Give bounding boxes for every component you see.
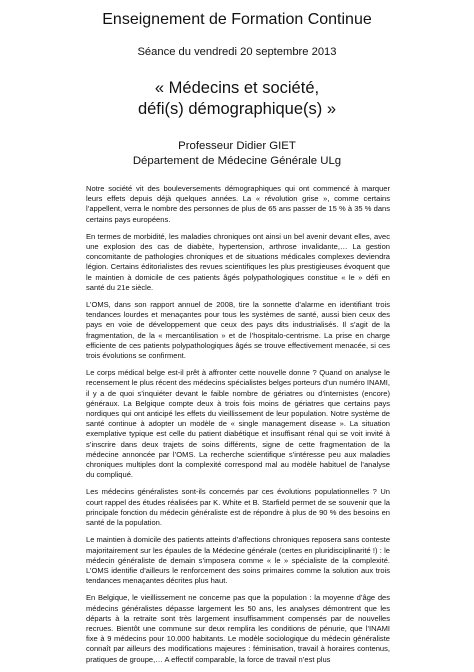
header-title: Enseignement de Formation Continue (102, 11, 372, 28)
paragraph: L’OMS, dans son rapport annuel de 2008, tire la sonnette d’alarme en identifiant trois tendances lourdes et menaçantes pour tous les systèmes de santé, aussi bien ceux des pays en voie de développement que ceux des pays dits industrialisés. Il s’agit de la fragmentation, de la « mercantilisation » et de l’hospitalo-centrisme. La prise en charge efficiente de ces patients polypathologiques âgés se trouve effectivement menacée, si ces trois évolutions se confirment. (86, 300, 390, 361)
paragraph: Le corps médical belge est-il prêt à affronter cette nouvelle donne ? Quand on analyse le recensement le plus récent des médecins spécialistes belges porteurs d’un numéro INAMI, il y a de quoi s’inquiéter devant le faible nombre de gériatres ou d’internistes (encore) généraux. La Belgique compte deux à trois fois moins de gériatres que certains pays nordiques qui ont anticipé les effets du vieillissement de leur population. Notre système de santé continue à adopter un modèle de « single management disease ». La situation exemplative typique est celle du patient diabétique et insuffisant rénal qui se voit invité à s’inscrire dans deux trajets de soins différents, signe de cette fragmentation de la médecine annoncée par l’OMS. La recherche scientifique s’intéresse peu aux maladies chroniques multiples dont la complexité correspond mal au modèle habituel de l’analyse du compliqué. (86, 368, 390, 480)
main-title-line-1: « Médecins et société, (154, 79, 320, 97)
paragraph: En termes de morbidité, les maladies chroniques ont ainsi un bel avenir devant elles, avec une explosion des cas de diabète, hypertension, arthrose invalidante,… La gestion concomitante de pathologies chroniques et de situations médicales complexes deviendra légion. Certains éditorialistes des revues scientifiques les plus prestigieuses évoquent que le maintien à domicile de ces patients âgés polypathologiques constitue « le » défi en santé du 21e siècle. (86, 231, 390, 292)
main-title-line-2: défi(s) démographique(s) » (137, 100, 337, 118)
paragraph: En Belgique, le vieillissement ne concerne pas que la population : la moyenne d’âge des médecins généralistes dépasse largement les 50 ans, les analyses démontrent que les départs à la retraite sont très largement insuffisamment compensés par de nouvelles recrues. Bientôt une commune sur deux remplira les conditions de pénurie, que l’INAMI fixe à 9 médecins pour 10.000 habitants. Le modèle sociologique du médecin généraliste connaît par ailleurs des modifications majeures : féminisation, travail à horaires contenus, pratiques de groupe,… A effectif comparable, la force de travail n’est plus (86, 593, 390, 664)
author-department: Département de Médecine Générale ULg (132, 155, 342, 167)
body-text (86, 184, 390, 672)
author-name: Professeur Didier GIET (178, 140, 296, 152)
session-date: Séance du vendredi 20 septembre 2013 (137, 46, 337, 58)
paragraph: Les médecins généralistes sont-ils concernés par ces évolutions populationnelles ? Un court rappel des études réalisées par K. White et B. Starfield permet de se souvenir que la principale fonction du médecin généraliste est de répondre à plus de 90 % des besoins en santé de la population. (86, 487, 390, 528)
author-block (0, 139, 474, 169)
paragraph: Le maintien à domicile des patients atteints d’affections chroniques reposera sans conteste majoritairement sur les épaules de la Médecine générale (certes en pluridisciplinarité !) : le médecin généraliste de demain s’imposera comme « le » spécialiste de la complexité. L’OMS identifie d’ailleurs le renforcement des soins primaires comme la solution aux trois tendances menaçantes décrites plus haut. (86, 535, 391, 586)
main-title (0, 78, 474, 120)
paragraph: Notre société vit des bouleversements démographiques qui ont commencé à marquer leurs effets depuis déjà quelques années. La « révolution grise », comme certains l’appellent, verra le nombre des personnes de plus de 65 ans passer de 15 % à 35 % dans certains pays européens. (86, 184, 390, 224)
